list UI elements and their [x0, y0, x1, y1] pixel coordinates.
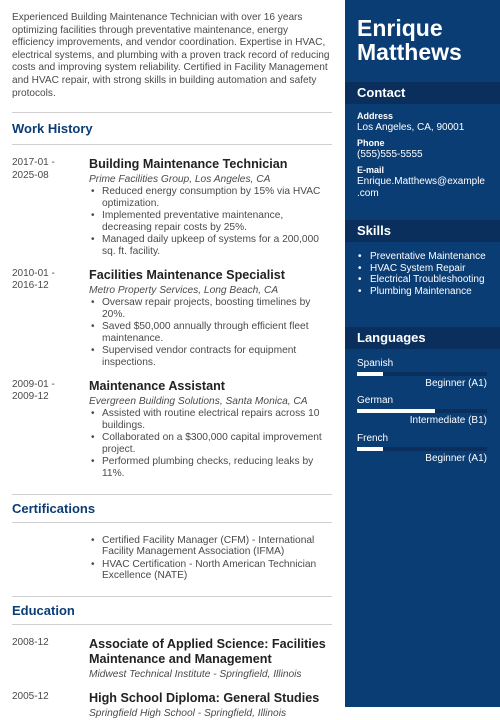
- job-dates: 2009-01 - 2009-12: [12, 378, 55, 403]
- language-bar: [357, 447, 487, 451]
- email-value[interactable]: [357, 176, 493, 200]
- language-level: Beginner (A1): [425, 378, 487, 389]
- job-bullet: • Collaborated on a $300,000 capital improvement project.: [89, 432, 331, 456]
- skill-item: • HVAC System Repair: [357, 263, 495, 275]
- divider: [12, 522, 332, 523]
- job-company: Evergreen Building Solutions, Santa Monica, CA: [89, 395, 308, 407]
- email-label: E-mail: [357, 165, 385, 175]
- job-company: Prime Facilities Group, Los Angeles, CA: [89, 174, 271, 186]
- job-dates: 2010-01 - 2016-12: [12, 267, 55, 292]
- section-title-certifications: Certifications: [12, 500, 96, 516]
- education-date: 2008-12: [12, 637, 49, 649]
- education-entry: [12, 691, 331, 720]
- job-title: Maintenance Assistant: [89, 378, 226, 393]
- section-title-work-history: Work History: [12, 121, 93, 137]
- divider: [12, 624, 332, 625]
- sidebar: [345, 0, 500, 707]
- job-bullet: • Performed plumbing checks, reducing leaks by 11%.: [89, 456, 331, 480]
- language-bar-fill: [357, 447, 383, 451]
- section-title-education: Education: [12, 603, 75, 619]
- language-name: Spanish: [357, 358, 394, 369]
- sidebar-heading-languages: Languages: [345, 327, 500, 349]
- email-line: Enrique.Matthews@example: [357, 176, 485, 187]
- language-name: German: [357, 395, 394, 406]
- certifications-list-wrap: [89, 535, 331, 583]
- job-bullets: [89, 408, 331, 480]
- language-entry: [357, 395, 487, 427]
- job-bullet: • Saved $50,000 annually through efficient fleet maintenance.: [89, 321, 331, 345]
- divider: [12, 112, 332, 113]
- certification-item: • Certified Facility Manager (CFM) - International Facility Management Association (IFMA): [89, 535, 331, 559]
- education-school: Midwest Technical Institute - Springfield, Illinois: [89, 669, 302, 681]
- job-bullet: • Reduced energy consumption by 15% via HVAC optimization.: [89, 186, 331, 210]
- language-level: Intermediate (B1): [409, 415, 487, 426]
- job-entry: [12, 157, 331, 258]
- sidebar-heading-skills: Skills: [345, 220, 500, 242]
- language-level: Beginner (A1): [425, 453, 487, 464]
- phone-label: Phone: [357, 138, 385, 148]
- skill-item: • Plumbing Maintenance: [357, 286, 495, 298]
- certifications-list: [89, 535, 331, 583]
- skill-item: • Electrical Troubleshooting: [357, 274, 495, 286]
- phone-value: (555)555-5555: [357, 149, 423, 160]
- certification-item: • HVAC Certification - North American Technician Excellence (NATE): [89, 559, 331, 583]
- language-bar-fill: [357, 372, 383, 376]
- divider: [12, 494, 332, 495]
- professional-summary: Experienced Building Maintenance Technician with over 16 years optimizing facilities through preventative maintenance, energy efficiency improvements, and vendor coordination. Expertise in HVAC, electrical systems, and plumbing with a proven track record of reducing costs and improving system reliability. Certified in Facility Management and HVAC repair, with strong skills in building automation and safety protocols.: [12, 12, 330, 99]
- job-bullet: • Assisted with routine electrical repairs across 10 buildings.: [89, 408, 331, 432]
- education-date: 2005-12: [12, 691, 49, 703]
- job-title: Facilities Maintenance Specialist: [89, 267, 285, 282]
- language-bar: [357, 409, 487, 413]
- job-bullet: • Managed daily upkeep of systems for a 200,000 sq. ft. facility.: [89, 234, 331, 258]
- email-line: .com: [357, 188, 379, 199]
- divider: [12, 596, 332, 597]
- education-degree: High School Diploma: General Studies: [89, 691, 320, 706]
- language-entry: [357, 358, 487, 390]
- language-name: French: [357, 433, 389, 444]
- last-name: Matthews: [357, 39, 462, 65]
- first-name: Enrique: [357, 15, 443, 41]
- education-degree: Associate of Applied Science: Facilities Maintenance and Management: [89, 637, 326, 667]
- language-bar-fill: [357, 409, 435, 413]
- sidebar-heading-contact: Contact: [345, 82, 500, 104]
- address-label: Address: [357, 111, 394, 121]
- job-company: Metro Property Services, Long Beach, CA: [89, 284, 279, 296]
- education-school: Springfield High School - Springfield, Illinois: [89, 708, 287, 720]
- job-bullets: [89, 186, 331, 258]
- job-entry: [12, 379, 331, 480]
- address-value: Los Angeles, CA, 90001: [357, 122, 465, 133]
- job-bullet: • Supervised vendor contracts for equipment inspections.: [89, 345, 331, 369]
- job-bullets: [89, 297, 331, 369]
- language-bar: [357, 372, 487, 376]
- language-entry: [357, 433, 487, 465]
- job-entry: [12, 268, 331, 369]
- candidate-name: [357, 16, 462, 64]
- contact-block: [357, 111, 493, 204]
- job-dates: 2017-01 - 2025-08: [12, 157, 55, 181]
- skill-item: • Preventative Maintenance: [357, 251, 495, 263]
- job-bullet: • Oversaw repair projects, boosting timelines by 20%.: [89, 297, 331, 321]
- education-entry: [12, 637, 331, 681]
- job-title: Building Maintenance Technician: [89, 157, 288, 172]
- divider: [12, 144, 332, 145]
- job-bullet: • Implemented preventative maintenance, decreasing repair costs by 25%.: [89, 210, 331, 234]
- skills-list: [357, 251, 495, 297]
